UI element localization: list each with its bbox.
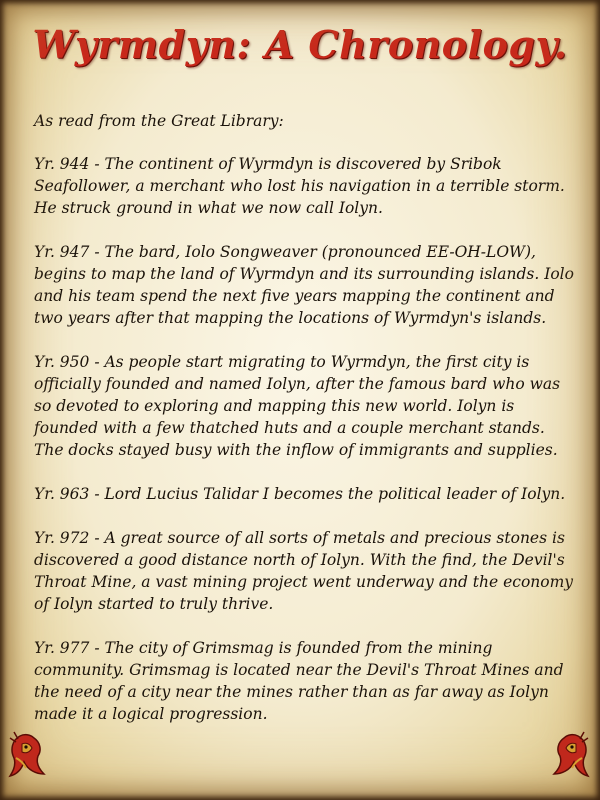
entry-text: A great source of all sorts of metals and precious stones is discovered a good distance north of Iolyn. With the find, the Devil's Throat Mine, a vast mining project went underway and the economy of Iolyn started to truly thrive. [34,529,574,613]
entry-year: Yr. 963 [34,485,90,503]
entry-separator: - [89,639,105,657]
entry-separator: - [89,353,105,371]
entry-text: As people start migrating to Wyrmdyn, the first city is officially founded and named Iolyn, after the famous bard who was so devoted to exploring and mapping this new world. Iolyn is founded with a few thatched huts and a couple merchant stands. The docks stayed busy with the inflow of immigrants and supplies. [34,353,561,459]
chronology-entry [34,637,574,725]
chronology-entry [34,527,574,615]
entry-year: Yr. 947 [34,243,90,261]
entry-text: The bard, Iolo Songweaver (pronounced EE-OH-LOW), begins to map the land of Wyrmdyn and its surrounding islands. Iolo and his team spend the next five years mapping the continent and two years after that mapping the locations of Wyrmdyn's islands. [34,243,574,327]
entry-separator: - [89,243,105,261]
page-title: Wyrmdyn: A Chronology. [32,22,568,67]
dragon-icon [546,730,592,782]
chronology-entry [34,153,574,219]
entry-text: Lord Lucius Talidar I becomes the political leader of Iolyn. [104,485,566,503]
entry-year: Yr. 950 [34,353,90,371]
entry-year: Yr. 977 [34,639,90,657]
dragon-icon [6,730,52,782]
entry-year: Yr. 972 [34,529,90,547]
entry-separator: - [89,485,105,503]
chronology-body [34,110,574,747]
chronology-entry [34,351,574,461]
entry-separator: - [89,155,105,173]
chronology-entry [34,483,574,505]
intro-text: As read from the Great Library: [34,112,284,130]
chronology-entry [34,241,574,329]
entry-text: The city of Grimsmag is founded from the mining community. Grimsmag is located near the Devil's Throat Mines and the need of a city near the mines rather than as far away as Iolyn made it a logical progression. [34,639,564,723]
entry-separator: - [89,529,105,547]
entry-text: The continent of Wyrmdyn is discovered by Sribok Seafollower, a merchant who lost his navigation in a terrible storm. He struck ground in what we now call Iolyn. [34,155,565,217]
entry-year: Yr. 944 [34,155,90,173]
